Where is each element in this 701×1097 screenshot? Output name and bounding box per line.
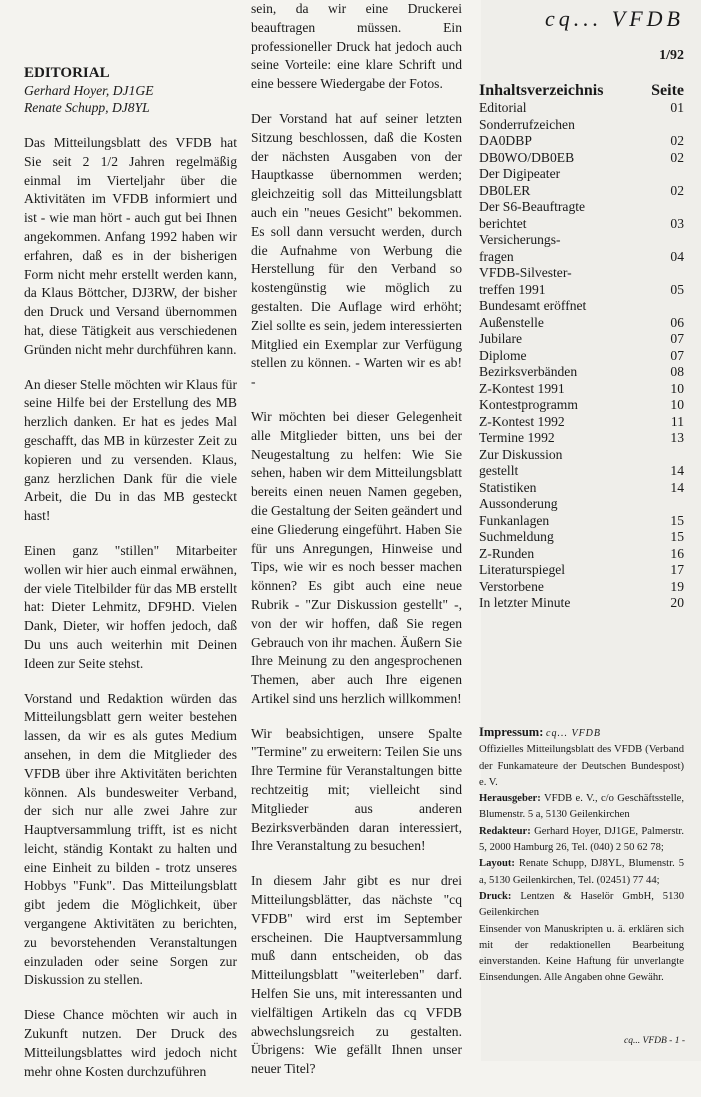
editorial-paragraph: Diese Chance möchten wir auch in Zukunft nutzen. Der Druck des Mitteilungsblattes wird jedoch nicht mehr ohne Kosten durchzuführen (24, 1007, 237, 1079)
toc-entry-title: Zur Diskussion gestellt (479, 446, 563, 478)
toc-entry-page: 15 (670, 529, 684, 544)
author-2: Renate Schupp, DJ8YL (24, 100, 150, 115)
toc-entry-page: 17 (670, 562, 684, 577)
toc-entry (479, 529, 684, 546)
toc-entry-page: 13 (670, 430, 684, 445)
editorial-paragraph: In diesem Jahr gibt es nur drei Mitteilungsblätter, das nächste "cq VFDB" wird erst im September erscheinen. Die Hauptversammlung muß dann entscheiden, ob das Mitteilungsblatt "weiterleben" darf. Helfen Sie uns, mit interessanten und vielfältigen Artikeln das cq VFDB abwechslungsreich zu gestalten. Übrigens: Wie gefällt Ihnen unser neuer Titel? (251, 873, 462, 1077)
toc-entry-page: 02 (670, 182, 684, 198)
impressum-intro: Offizielles Mitteilungsblatt des VFDB (Verband der Funkamateure der Deutschen Bundespost) e. V. (479, 744, 684, 788)
impressum-druck: Druck: Lentzen & Haselör GmbH, 5130 Geilenkirchen (479, 890, 684, 919)
toc-entry-page: 14 (670, 479, 684, 495)
impressum-redakteur: Redakteur: Gerhard Hoyer, DJ1GE, Palmerstr. 5, 2000 Hamburg 26, Tel. (040) 2 50 62 78; (479, 825, 684, 854)
table-of-contents (479, 100, 684, 612)
toc-entry-title: Kontestprogramm (479, 397, 578, 412)
toc-title: Inhaltsverzeichnis (479, 82, 604, 99)
toc-entry-title: Statistiken (479, 479, 537, 495)
editorial-paragraph: Wir beabsichtigen, unsere Spalte "Termine" zu erweitern: Teilen Sie uns Ihre Termine für Veranstaltungen bitte rechtzeitig mit; vielleicht sind Mitglieder aus anderen Bezirksverbänden daran interessiert, Ihre Veranstaltung zu besuchen! (251, 725, 462, 854)
magazine-title: cq... VFDB (545, 6, 684, 31)
editorial-column-1 (24, 0, 237, 1097)
toc-entry-title: VFDB-Silvester- treffen 1991 (479, 265, 572, 297)
toc-entry-page: 10 (670, 380, 684, 396)
toc-entry-title: Sonderrufzeichen DA0DBP (479, 116, 575, 148)
impressum-layout: Layout: Renate Schupp, DJ8YL, Blumenstr. 5 a, 5130 Geilenkirchen, Tel. (02451) 77 44; (479, 858, 684, 886)
toc-entry (479, 265, 684, 298)
impressum-magazine: cq... VFDB (546, 728, 602, 739)
toc-entry-title: Der Digipeater DB0LER (479, 166, 561, 198)
toc-entry (479, 150, 684, 167)
toc-entry (479, 414, 684, 431)
toc-entry (479, 430, 684, 447)
toc-entry (479, 381, 684, 398)
toc-entry-page: 15 (670, 512, 684, 528)
toc-entry (479, 331, 684, 348)
toc-entry (479, 480, 684, 497)
impressum (479, 724, 684, 987)
toc-entry-page: 10 (670, 397, 684, 412)
toc-entry-page: 11 (670, 413, 684, 429)
toc-entry-page: 07 (670, 347, 684, 363)
toc-entry (479, 562, 684, 579)
toc-entry-title: Jubilare (479, 331, 523, 346)
editorial-paragraph: Der Vorstand hat auf seiner letzten Sitzung beschlossen, daß die Kosten der nächsten Ausgaben von der Hauptkasse übernommen werden; gleichzeitig soll das Mitteilungsblatt auch ein "neues Gesicht" bekommen. Es soll dann versucht werden, durch die Aufnahme von Werbung die Herstellung für den Verband so kostengünstig wie möglich zu gestalten. Die Auflage wird erhöht; Ziel sollte es sein, jedem interessierten Mitglied ein Exemplar zur Verfügung stellen zu können. - Warten wir es ab! - (251, 110, 462, 390)
author-1: Gerhard Hoyer, DJ1GE (24, 83, 154, 98)
editorial-paragraph: Einen ganz "stillen" Mitarbeiter wollen wir hier auch einmal erwähnen, der viele Titelbilder für das MB erstellt hat: Dieter Lehmitz, DF9HD. Vielen Dank, Dieter, wir hoffen jedoch, daß Du uns auch weiterhin mit Deinen Ideen zur Seite stehst. (24, 542, 237, 671)
toc-entry (479, 447, 684, 480)
toc-entry (479, 100, 684, 117)
toc-entry-title: Suchmeldung (479, 529, 554, 544)
toc-page-label: Seite (651, 82, 684, 99)
toc-entry (479, 117, 684, 150)
toc-entry (479, 364, 684, 381)
issue-number: 1/92 (659, 48, 684, 63)
editorial-paragraph: An dieser Stelle möchten wir Klaus für seine Hilfe bei der Erstellung des MB herzlich danken. Er hat es jedes Mal geschafft, das MB in kürzester Zeit zu kopieren und zu versenden. Klaus, ganz herzlichen Dank für die viele Arbeit, die Du in das MB gesteckt hast! (24, 376, 237, 524)
toc-entry-page: 06 (670, 314, 684, 330)
toc-entry-title: Bezirksverbänden (479, 364, 578, 379)
toc-entry-title: Z-Kontest 1991 (479, 380, 565, 396)
toc-entry-page: 01 (670, 100, 684, 115)
toc-entry-title: Bundesamt eröffnet Außenstelle (479, 298, 587, 330)
toc-entry (479, 199, 684, 232)
toc-entry-page: 04 (670, 248, 684, 264)
toc-entry (479, 546, 684, 563)
impressum-heading: Impressum: (479, 725, 544, 739)
impressum-herausgeber: Herausgeber: VFDB e. V., c/o Geschäftsstelle, Blumenstr. 5 a, 5130 Geilenkirchen (479, 793, 684, 821)
editorial-paragraph: Vorstand und Redaktion würden das Mitteilungsblatt gern weiter bestehen lassen, da wir es als gutes Medium ansehen, in dem die Mitglieder des VFDB über ihre Aktivitäten berichten können. Als bundesweiter Verband, der sich nur alle zwei Jahre zur Hauptversammlung trifft, ist es nicht leicht, ständig Kontakt zu halten und eine Einheit zu bilden - trotz unseres Hobbys "Funk". Das Mitteilungsblatt gibt jedem die Möglichkeit, über vergangene Aktivitäten zu berichten, zu bevorstehenden Veranstaltungen einzuladen oder seine Sorgen zur Diskussion zu stellen. (24, 690, 237, 988)
toc-entry-page: 05 (670, 281, 684, 297)
toc-entry-title: In letzter Minute (479, 595, 571, 610)
toc-entry-page: 07 (670, 331, 684, 346)
editorial-paragraph: Das Mitteilungsblatt des VFDB hat Sie seit 2 1/2 Jahren regelmäßig einmal im Vierteljahr über die Aktivitäten im VFDB informiert und ist - wie man hört - auch gut bei Ihnen angekommen. Anfang 1992 haben wir erfahren, daß es in der bisherigen Form nicht mehr erstellt werden kann, da Klaus Böttcher, DJ3RW, der bisher den Druck und Versand übernommen hat, diese Tätigkeit aus verschiedenen Gründen nicht mehr durchführen kann. (24, 135, 237, 357)
toc-entry-page: 16 (670, 545, 684, 561)
page-footer: cq... VFDB - 1 - (624, 1036, 685, 1046)
toc-entry-title: DB0WO/DB0EB (479, 149, 575, 165)
editorial-authors (24, 82, 237, 116)
toc-entry-page: 02 (670, 133, 684, 148)
toc-entry-page: 20 (670, 595, 684, 610)
toc-entry-title: Editorial (479, 100, 527, 115)
toc-entry (479, 496, 684, 529)
toc-entry (479, 166, 684, 199)
toc-entry-page: 02 (670, 149, 684, 165)
toc-entry-title: Versicherungs- fragen (479, 232, 561, 264)
toc-entry-title: Z-Kontest 1992 (479, 413, 565, 429)
toc-entry (479, 298, 684, 331)
sidebar-column (479, 0, 684, 1061)
toc-entry-title: Z-Runden (479, 545, 535, 561)
toc-entry-page: 03 (670, 215, 684, 231)
toc-heading (479, 82, 684, 100)
toc-entry-page: 19 (670, 578, 684, 594)
toc-entry-title: Aussonderung Funkanlagen (479, 496, 558, 528)
toc-entry (479, 595, 684, 612)
toc-entry-title: Termine 1992 (479, 430, 555, 445)
toc-entry (479, 397, 684, 414)
toc-entry-title: Der S6-Beauftragte berichtet (479, 199, 586, 231)
impressum-note: Einsender von Manuskripten u. ä. erklären sich mit der redaktionellen Bearbeitung einverstanden. Keine Haftung für unverlangte Einsendungen. Alle Angaben ohne Gewähr. (479, 923, 684, 984)
editorial-title: EDITORIAL (24, 65, 110, 81)
editorial-paragraph: Wir möchten bei dieser Gelegenheit alle Mitglieder bitten, uns bei der Neugestaltung zu helfen: Wie Sie sehen, haben wir dem Mitteilungsblatt bereits einen neuen Namen gegeben, die Gestaltung der Seiten geändert und eine Gliederung eingeführt. Haben Sie für uns Anregungen, Hinweise und Tips, wie wir es noch besser machen können? Es gibt auch eine neue Rubrik - "Zur Diskussion gestellt" -, von der wir hoffen, daß Sie regen Gebrauch von ihr machen. Äußern Sie Ihre Meinung zu den angesprochenen Themen, aber auch Ihre eigenen Artikel sind uns herzlich willkommen! (251, 408, 463, 706)
toc-entry-page: 08 (670, 364, 684, 379)
toc-entry (479, 579, 684, 596)
toc-entry-title: Verstorbene (479, 578, 544, 594)
toc-entry-title: Literaturspiegel (479, 562, 566, 577)
toc-entry-title: Diplome (479, 347, 527, 363)
toc-entry (479, 348, 684, 365)
toc-entry (479, 232, 684, 265)
toc-entry-page: 14 (670, 463, 684, 478)
editorial-paragraph: sein, da wir eine Druckerei beauftragen müssen. Ein professioneller Druck hat jedoch auch seine Vorteile: eine klare Schrift und eine bessere Wiedergabe der Fotos. (251, 1, 462, 92)
